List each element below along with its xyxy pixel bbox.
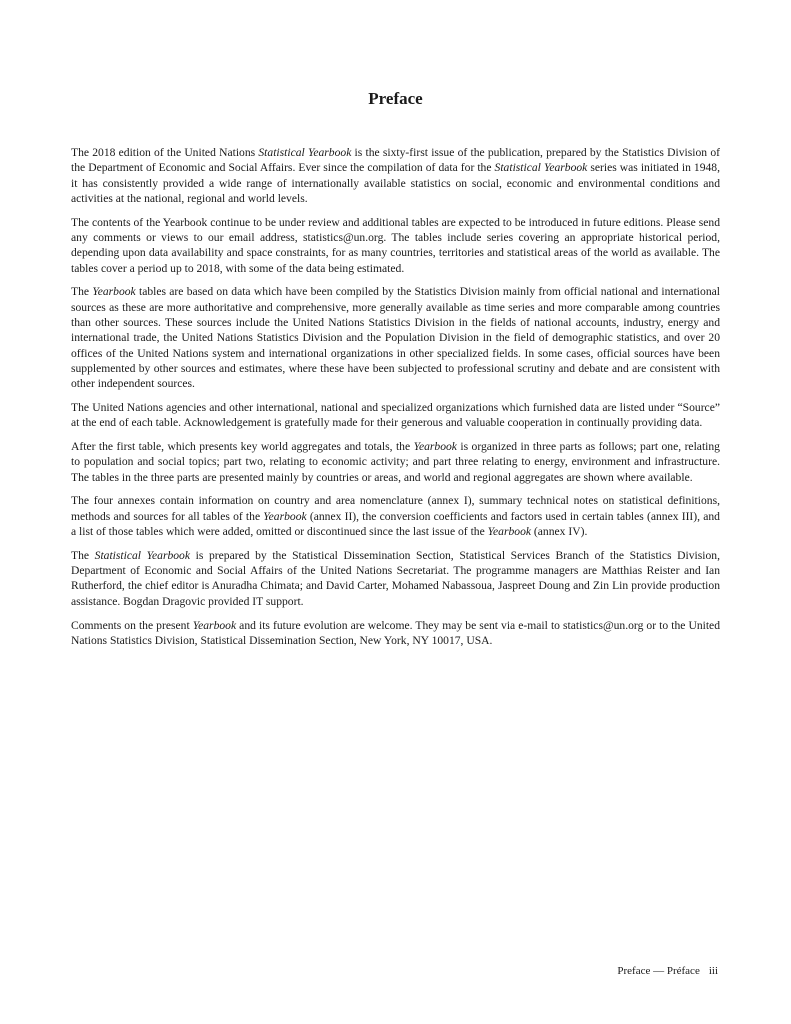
text-run: After the first table, which presents key world aggregates and totals, the (71, 440, 414, 454)
italic-title-run: Yearbook (413, 440, 457, 454)
text-run: The United Nations agencies and other international, national and specialized organizations which furnished data are listed under “Source” at the end of each table. Acknowledgement is gratefully made for their generous and valuable cooperation in continually providing data. (71, 400, 720, 430)
paragraph (71, 215, 720, 276)
italic-title-run: Yearbook (192, 618, 237, 632)
paragraph (71, 548, 720, 609)
paragraph (71, 400, 720, 431)
text-run: The 2018 edition of the United Nations (71, 146, 259, 159)
text-run: (annex II), the conversion coefficients and factors used in certain tables (annex III), and a list of those tables which were added, omitted or discontinued since the last issue of the (71, 509, 720, 539)
preface-body (71, 145, 720, 657)
text-run: The (71, 285, 93, 299)
text-run: (annex IV). (531, 525, 588, 539)
text-run: is prepared by the Statistical Dissemination Section, Statistical Services Branch of the Statistics Division, Department of Economic and Social Affairs of the United Nations Secretariat. The programme managers are Matthias Reister and Ian Rutherford, the chief editor is Anuradha Chimata; and David Carter, Mohamed Nabassoua, Jaspreet Doung and Zin Lin provide production assistance. Bogdan Dragovic provided IT support. (71, 548, 720, 608)
text-run: series was initiated in 1948, it has consistently provided a wide range of internationally available statistics on social, economic and environmental conditions and activities at the national, regional and world levels. (71, 161, 720, 205)
text-run: The contents of the Yearbook continue to be under review and additional tables are expected to be introduced in future editions. Please send any comments or views to our email address, statistics@un.org. The tables include series covering an appropriate historical period, depending upon data availability and space constraints, for as many countries, territories and statistical areas of the world as available. The tables cover a period up to 2018, with some of the data being estimated. (71, 215, 720, 275)
paragraph (71, 618, 720, 649)
text-run: and its future evolution are welcome. They may be sent via e-mail to statistics@un.org or to the United Nations Statistics Division, Statistical Dissemination Section, New York, NY 10017, USA. (71, 618, 721, 647)
page-title: Preface (368, 89, 423, 108)
text-run: The four annexes contain information on country and area nomenclature (annex I), summary technical notes on statistical definitions, methods and sources for all tables of the (71, 494, 720, 523)
italic-title-run: Yearbook (487, 525, 532, 539)
page-footer (617, 965, 718, 977)
italic-title-run: Statistical Yearbook (94, 548, 191, 562)
page-number: iii (708, 965, 718, 977)
italic-title-run: Yearbook (92, 285, 136, 299)
italic-title-run: Statistical Yearbook (494, 161, 588, 175)
italic-title-run: Yearbook (263, 509, 307, 523)
text-run: Comments on the present (71, 618, 193, 632)
text-run: is the sixty-first issue of the publication, prepared by the Statistics Division of the Department of Economic and Social Affairs. Ever since the compilation of data for the (71, 146, 720, 175)
text-run: is organized in three parts as follows; part one, relating to population and social topics; part two, relating to economic activity; and part three relating to energy, environment and infrastructure. The tables in the three parts are presented mainly by countries or areas, and world and regional aggregates are shown where available. (71, 440, 720, 484)
text-run: The (71, 548, 95, 562)
italic-title-run: Statistical Yearbook (258, 146, 352, 159)
paragraph (71, 284, 720, 391)
running-title: Preface — Préface (617, 965, 700, 977)
paragraph (71, 145, 720, 206)
paragraph (71, 493, 720, 539)
text-run: tables are based on data which have been compiled by the Statistics Division mainly from official national and international sources as these are more authoritative and comprehensive, more generally available as time series and more comparable among countries than other sources. These sources include the United Nations Statistics Division in the fields of national accounts, industry, energy and international trade, the United Nations Statistics Division and the Population Division in the field of demographic statistics, and over 20 offices of the United Nations system and international organizations in other specialized fields. In some cases, official sources have been supplemented by other sources and estimates, where these have been subjected to professional scrutiny and debate and are consistent with other independent sources. (71, 285, 720, 391)
paragraph (71, 439, 720, 485)
